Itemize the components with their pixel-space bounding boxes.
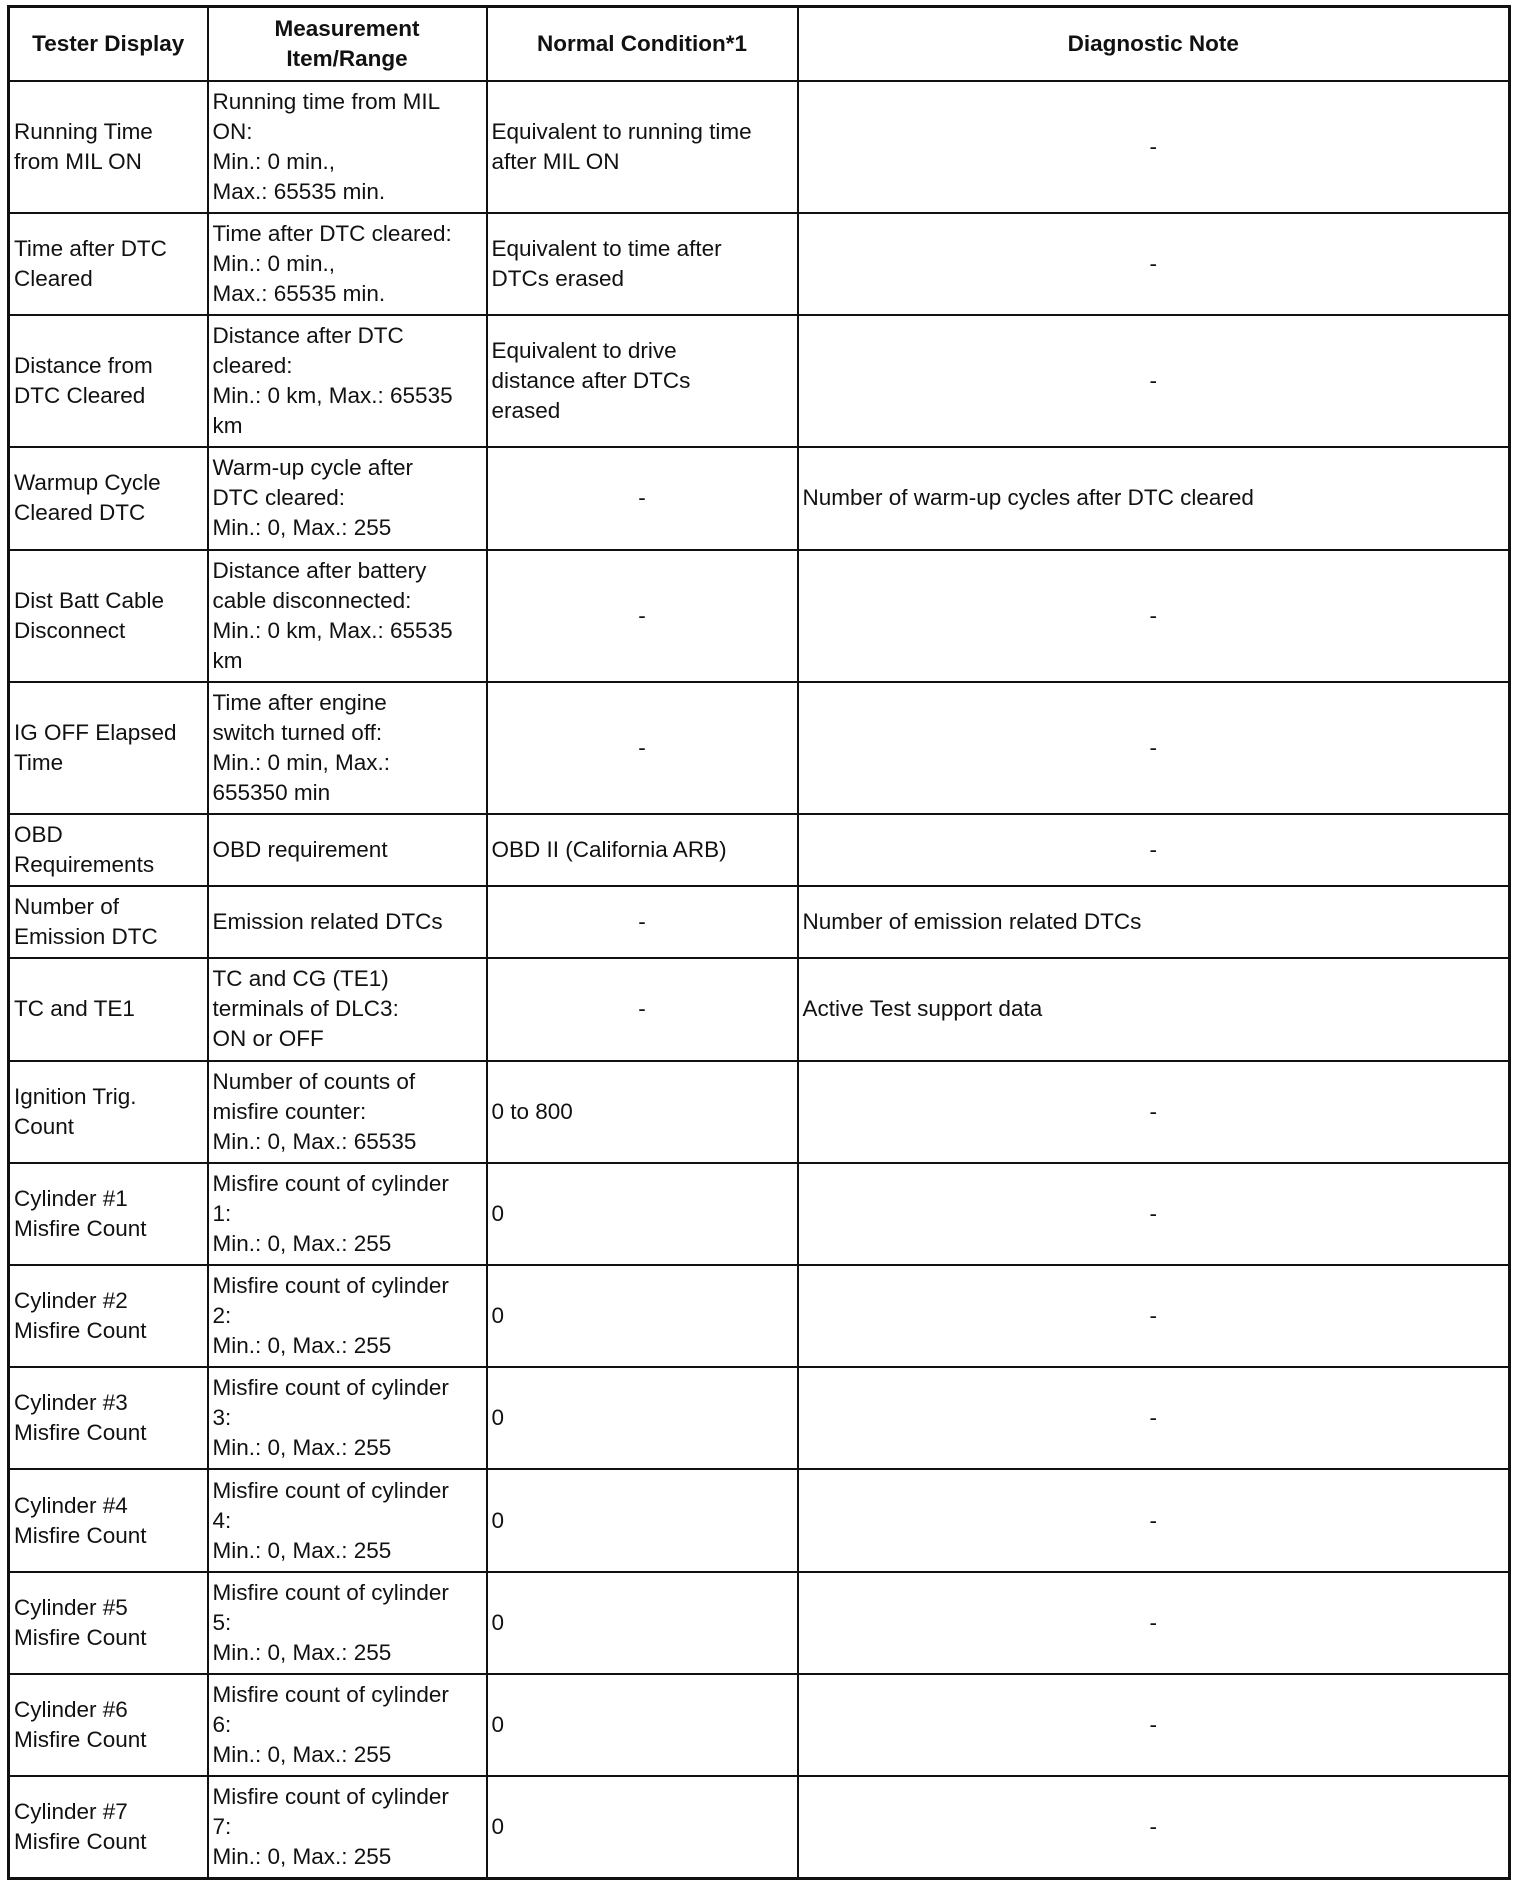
tester-display-cell-line: Disconnect [14,617,126,643]
measurement-range-cell-line: Number of counts of [212,1068,416,1094]
tester-display-cell-line: Time after DTC [14,235,167,261]
tester-display-cell-line: from MIL ON [14,148,142,174]
normal-condition-cell [487,81,798,213]
measurement-range-cell [208,1469,487,1571]
measurement-range-cell-line: Warm-up cycle after [212,455,413,481]
measurement-range-cell-line: OBD requirement [212,837,388,863]
normal-condition-cell: - [487,958,798,1060]
measurement-range-cell [208,1367,487,1469]
normal-condition-cell-line: OBD II (California ARB) [491,837,727,863]
header-diagnostic-note: Diagnostic Note [798,7,1510,81]
data-list-table [7,5,1511,1880]
measurement-range-cell-line: Distance after DTC [212,323,404,349]
diagnostic-note-cell: - [798,315,1510,447]
normal-condition-cell-line: Equivalent to drive [491,338,677,364]
diagnostic-note-cell: Active Test support data [798,958,1510,1060]
diagnostic-note-cell: - [798,1163,1510,1265]
table-row [9,958,1510,1060]
tester-display-cell-line: IG OFF Elapsed [14,719,177,745]
table-row [9,213,1510,315]
diagnostic-note-cell: - [798,682,1510,814]
measurement-range-cell [208,1061,487,1163]
table-row [9,1265,1510,1367]
tester-display-cell-line: Misfire Count [14,1829,147,1855]
measurement-range-cell-line: Min.: 0 min., [212,250,336,276]
measurement-range-cell-line: 655350 min [212,779,331,805]
diagnostic-note-cell: - [798,550,1510,682]
normal-condition-cell-line: 0 [491,1712,505,1738]
tester-display-cell [9,814,208,886]
measurement-range-cell-line: 6: [212,1712,232,1738]
tester-display-cell-line: Misfire Count [14,1522,147,1548]
measurement-range-cell-line: Distance after battery [212,557,427,583]
normal-condition-cell [487,1776,798,1878]
normal-condition-cell-line: 0 [491,1609,505,1635]
measurement-range-cell-line: Min.: 0, Max.: 255 [212,1844,392,1870]
normal-condition-cell-line: 0 [491,1200,505,1226]
table-row [9,447,1510,549]
tester-display-cell [9,682,208,814]
normal-condition-cell [487,1572,798,1674]
table-row [9,315,1510,447]
measurement-range-cell-line: Misfire count of cylinder [212,1682,449,1708]
measurement-range-cell-line: cable disconnected: [212,587,412,613]
measurement-range-cell-line: km [212,647,243,673]
table-row [9,1061,1510,1163]
normal-condition-cell-line: 0 [491,1814,505,1840]
tester-display-cell-line: Requirements [14,852,155,878]
measurement-range-cell-line: 3: [212,1405,232,1431]
measurement-range-cell-line: Min.: 0 km, Max.: 65535 [212,617,453,643]
measurement-range-cell-line: km [212,413,243,439]
measurement-range-cell-line: DTC cleared: [212,485,346,511]
measurement-range-cell-line: Misfire count of cylinder [212,1477,449,1503]
measurement-range-cell-line: 1: [212,1200,232,1226]
tester-display-cell-line: Misfire Count [14,1318,147,1344]
tester-display-cell [9,81,208,213]
measurement-range-cell [208,1674,487,1776]
measurement-range-cell-line: TC and CG (TE1) [212,966,389,992]
table-row [9,1367,1510,1469]
tester-display-cell-line: Time [14,749,64,775]
measurement-range-cell [208,315,487,447]
diagnostic-note-cell: - [798,1367,1510,1469]
header-measurement-label: Measurement Item/Range [274,15,420,71]
data-list-sheet [7,5,1508,1880]
measurement-range-cell-line: Misfire count of cylinder [212,1273,449,1299]
measurement-range-cell [208,814,487,886]
measurement-range-cell-line: Emission related DTCs [212,909,443,935]
measurement-range-cell [208,1163,487,1265]
measurement-range-cell [208,886,487,958]
measurement-range-cell [208,1572,487,1674]
measurement-range-cell-line: Min.: 0, Max.: 255 [212,515,392,541]
normal-condition-cell [487,814,798,886]
tester-display-cell-line: Cylinder #5 [14,1594,128,1620]
tester-display-cell-line: Cylinder #3 [14,1390,128,1416]
diagnostic-note-cell: - [798,1061,1510,1163]
tester-display-cell [9,1776,208,1878]
tester-display-cell-line: Misfire Count [14,1215,147,1241]
measurement-range-cell-line: Min.: 0, Max.: 255 [212,1333,392,1359]
table-row [9,1674,1510,1776]
measurement-range-cell-line: ON or OFF [212,1026,324,1052]
measurement-range-cell-line: 5: [212,1609,232,1635]
tester-display-cell [9,1572,208,1674]
measurement-range-cell-line: Misfire count of cylinder [212,1784,449,1810]
tester-display-cell [9,447,208,549]
measurement-range-cell-line: Time after engine [212,689,387,715]
tester-display-cell-line: Cleared [14,265,93,291]
measurement-range-cell-line: Running time from MIL [212,88,441,114]
tester-display-cell-line: Cylinder #4 [14,1492,128,1518]
table-row [9,886,1510,958]
tester-display-cell-line: Cylinder #1 [14,1185,128,1211]
measurement-range-cell-line: Max.: 65535 min. [212,178,386,204]
measurement-range-cell [208,213,487,315]
measurement-range-cell [208,550,487,682]
normal-condition-cell-line: 0 [491,1405,505,1431]
measurement-range-cell-line: Min.: 0 min, Max.: [212,749,391,775]
table-row [9,682,1510,814]
measurement-range-cell [208,447,487,549]
tester-display-cell-line: OBD [14,822,63,848]
normal-condition-cell-line: erased [491,398,561,424]
tester-display-cell [9,1163,208,1265]
normal-condition-cell-line: after MIL ON [491,148,620,174]
header-measurement-item-range [208,7,487,81]
tester-display-cell [9,213,208,315]
measurement-range-cell-line: 7: [212,1814,232,1840]
measurement-range-cell-line: Min.: 0, Max.: 255 [212,1230,392,1256]
measurement-range-cell-line: misfire counter: [212,1098,367,1124]
measurement-range-cell-line: Min.: 0 km, Max.: 65535 [212,383,453,409]
table-row [9,1572,1510,1674]
diagnostic-note-cell: - [798,1776,1510,1878]
normal-condition-cell: - [487,550,798,682]
measurement-range-cell [208,81,487,213]
tester-display-cell-line: Dist Batt Cable [14,587,165,613]
measurement-range-cell-line: 2: [212,1303,232,1329]
normal-condition-cell: - [487,682,798,814]
header-tester-display: Tester Display [9,7,208,81]
tester-display-cell-line: Warmup Cycle [14,470,161,496]
tester-display-cell-line: Distance from [14,353,153,379]
tester-display-cell-line: Running Time [14,118,153,144]
diagnostic-note-cell: - [798,814,1510,886]
table-row [9,1469,1510,1571]
measurement-range-cell-line: terminals of DLC3: [212,996,399,1022]
normal-condition-cell-line: 0 to 800 [491,1098,573,1124]
tester-display-cell-line: TC and TE1 [14,996,135,1022]
table-body [9,81,1510,1879]
normal-condition-cell-line: 0 [491,1507,505,1533]
measurement-range-cell-line: Time after DTC cleared: [212,220,452,246]
tester-display-cell-line: Misfire Count [14,1624,147,1650]
tester-display-cell-line: Number of [14,894,120,920]
normal-condition-cell [487,1163,798,1265]
normal-condition-cell-line: Equivalent to running time [491,118,752,144]
normal-condition-cell-line: DTCs erased [491,265,625,291]
tester-display-cell-line: Emission DTC [14,924,158,950]
normal-condition-cell [487,1674,798,1776]
diagnostic-note-cell: - [798,1674,1510,1776]
measurement-range-cell-line: Min.: 0, Max.: 255 [212,1639,392,1665]
table-row [9,81,1510,213]
normal-condition-cell [487,315,798,447]
tester-display-cell [9,550,208,682]
normal-condition-cell-line: distance after DTCs [491,368,691,394]
table-row [9,1163,1510,1265]
diagnostic-note-cell: Number of warm-up cycles after DTC cleared [798,447,1510,549]
diagnostic-note-cell: Number of emission related DTCs [798,886,1510,958]
tester-display-cell-line: Cylinder #6 [14,1697,128,1723]
diagnostic-note-cell: - [798,1469,1510,1571]
tester-display-cell [9,1265,208,1367]
measurement-range-cell [208,682,487,814]
tester-display-cell-line: DTC Cleared [14,383,146,409]
tester-display-cell [9,886,208,958]
normal-condition-cell-line: 0 [491,1303,505,1329]
tester-display-cell-line: Cylinder #7 [14,1799,128,1825]
measurement-range-cell-line: Min.: 0, Max.: 255 [212,1537,392,1563]
normal-condition-cell [487,1367,798,1469]
tester-display-cell [9,315,208,447]
normal-condition-cell [487,213,798,315]
tester-display-cell [9,958,208,1060]
tester-display-cell-line: Misfire Count [14,1727,147,1753]
diagnostic-note-cell: - [798,1572,1510,1674]
diagnostic-note-cell: - [798,81,1510,213]
measurement-range-cell-line: Misfire count of cylinder [212,1375,449,1401]
measurement-range-cell-line: Min.: 0 min., [212,148,336,174]
table-row [9,1776,1510,1878]
measurement-range-cell-line: Min.: 0, Max.: 255 [212,1435,392,1461]
measurement-range-cell-line: Min.: 0, Max.: 255 [212,1742,392,1768]
measurement-range-cell-line: Max.: 65535 min. [212,280,386,306]
measurement-range-cell-line: 4: [212,1507,232,1533]
measurement-range-cell [208,1265,487,1367]
table-row [9,550,1510,682]
normal-condition-cell [487,1061,798,1163]
normal-condition-cell: - [487,886,798,958]
measurement-range-cell [208,958,487,1060]
diagnostic-note-cell: - [798,1265,1510,1367]
normal-condition-cell-line: Equivalent to time after [491,235,722,261]
measurement-range-cell-line: cleared: [212,353,293,379]
measurement-range-cell-line: Min.: 0, Max.: 65535 [212,1128,417,1154]
measurement-range-cell-line: ON: [212,118,253,144]
table-header-row [9,7,1510,81]
tester-display-cell-line: Count [14,1113,75,1139]
tester-display-cell [9,1469,208,1571]
tester-display-cell [9,1061,208,1163]
header-normal-condition: Normal Condition*1 [487,7,798,81]
diagnostic-note-cell: - [798,213,1510,315]
tester-display-cell-line: Cleared DTC [14,500,146,526]
tester-display-cell-line: Cylinder #2 [14,1288,128,1314]
measurement-range-cell-line: switch turned off: [212,719,383,745]
table-row [9,814,1510,886]
normal-condition-cell [487,1469,798,1571]
tester-display-cell [9,1674,208,1776]
normal-condition-cell [487,1265,798,1367]
normal-condition-cell: - [487,447,798,549]
tester-display-cell-line: Ignition Trig. [14,1083,137,1109]
tester-display-cell-line: Misfire Count [14,1420,147,1446]
tester-display-cell [9,1367,208,1469]
measurement-range-cell-line: Misfire count of cylinder [212,1170,449,1196]
measurement-range-cell-line: Misfire count of cylinder [212,1579,449,1605]
measurement-range-cell [208,1776,487,1878]
